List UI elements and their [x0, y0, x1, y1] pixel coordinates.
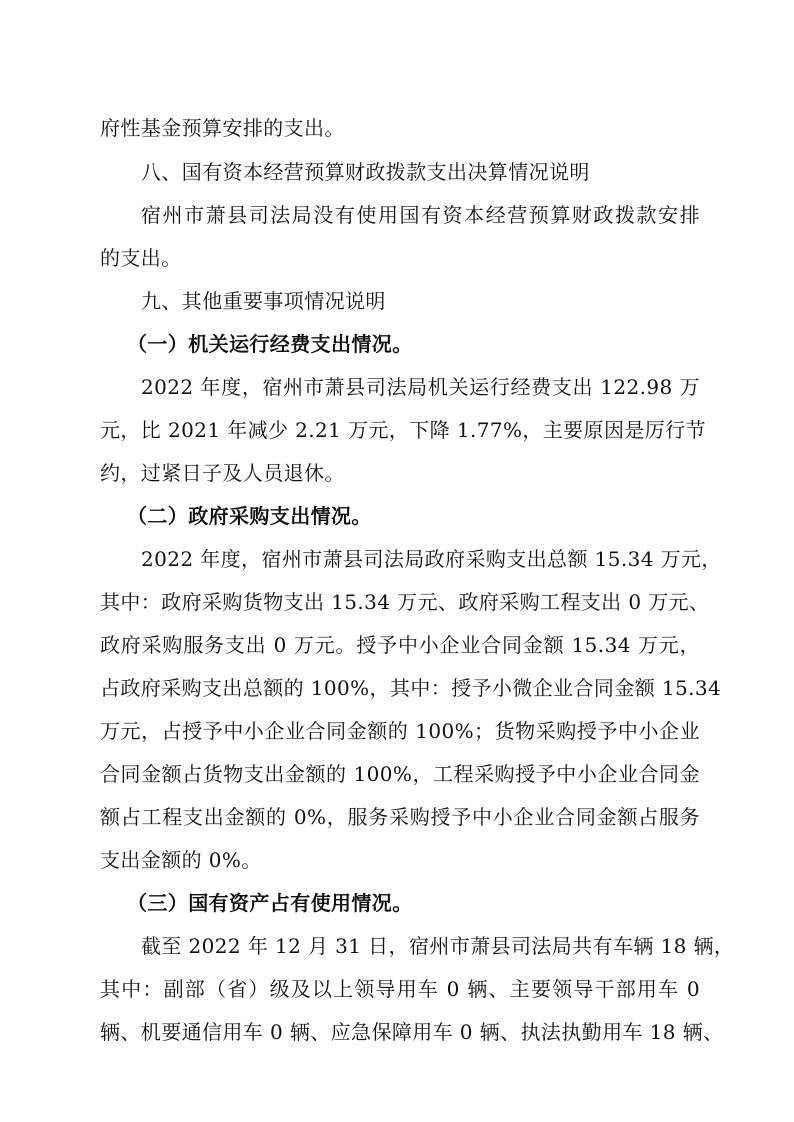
- paragraph-line: 2022 年度，宿州市萧县司法局机关运行经费支出 122.98 万: [141, 375, 700, 399]
- paragraph-line: 宿州市萧县司法局没有使用国有资本经营预算财政拨款安排: [141, 203, 700, 227]
- paragraph-line: 截至 2022 年 12 月 31 日，宿州市萧县司法局共有车辆 18 辆，: [141, 934, 735, 958]
- paragraph-line: 元，比 2021 年减少 2.21 万元，下降 1.77%，主要原因是厉行节: [100, 418, 706, 442]
- subsection-heading-2: （二）政府采购支出情况。: [127, 504, 372, 528]
- paragraph-line: 辆、机要通信用车 0 辆、应急保障用车 0 辆、执法执勤用车 18 辆、: [100, 1020, 724, 1044]
- paragraph-line: 支出金额的 0%。: [100, 848, 262, 872]
- section-heading-9: 九、其他重要事项情况说明: [141, 289, 386, 313]
- paragraph-line: 合同金额占货物支出金额的 100%，工程采购授予中小企业合同金: [100, 762, 700, 786]
- paragraph-line: 占政府采购支出总额的 100%，其中：授予小微企业合同金额 15.34: [100, 676, 722, 700]
- paragraph-line: 约，过紧日子及人员退休。: [100, 461, 345, 485]
- subsection-heading-3: （三）国有资产占有使用情况。: [127, 891, 413, 915]
- paragraph-line: 府性基金预算安排的支出。: [100, 116, 345, 140]
- paragraph-line: 其中：政府采购货物支出 15.34 万元、政府采购工程支出 0 万元、: [100, 590, 710, 614]
- paragraph-line: 政府采购服务支出 0 万元。授予中小企业合同金额 15.34 万元，: [100, 633, 700, 657]
- paragraph-line: 万元，占授予中小企业合同金额的 100%；货物采购授予中小企业: [100, 719, 700, 743]
- paragraph-line: 的支出。: [100, 246, 182, 270]
- subsection-heading-1: （一）机关运行经费支出情况。: [127, 332, 413, 356]
- paragraph-line: 2022 年度，宿州市萧县司法局政府采购支出总额 15.34 万元，: [141, 547, 722, 571]
- paragraph-line: 其中：副部（省）级及以上领导用车 0 辆、主要领导干部用车 0: [100, 977, 700, 1001]
- section-heading-8: 八、国有资本经营预算财政拨款支出决算情况说明: [141, 160, 590, 184]
- paragraph-line: 额占工程支出金额的 0%，服务采购授予中小企业合同金额占服务: [100, 805, 700, 829]
